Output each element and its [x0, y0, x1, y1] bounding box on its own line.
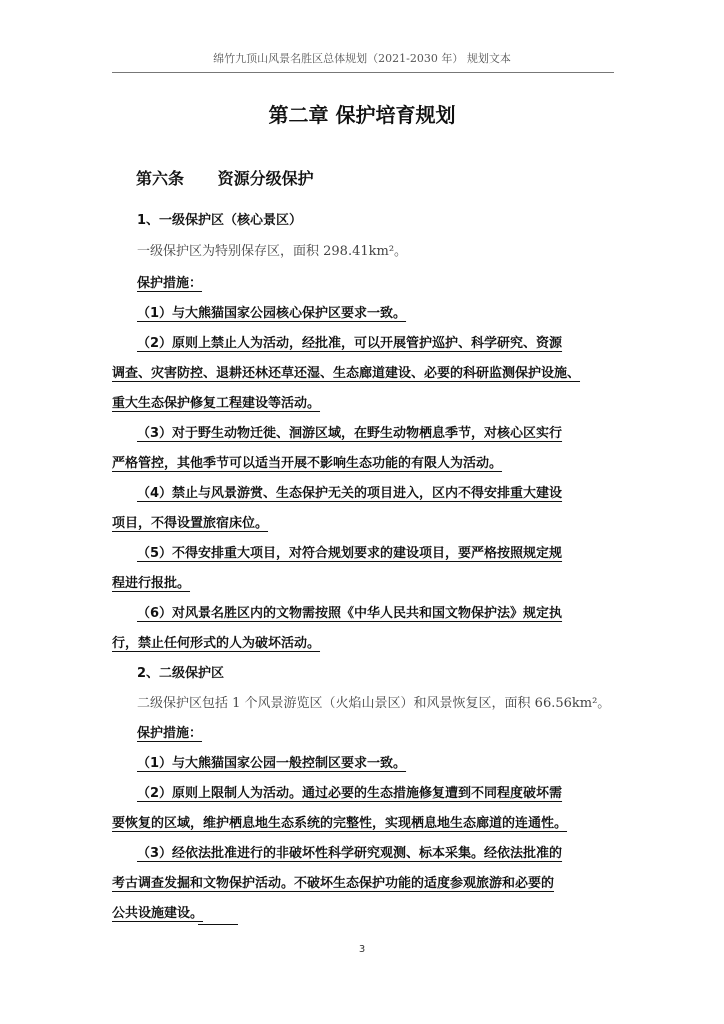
article-title: 资源分级保护	[217, 169, 314, 188]
section1-heading: 1、一级保护区（核心景区）	[137, 213, 303, 228]
section2-heading: 2、二级保护区	[137, 666, 225, 681]
section2-desc: 二级保护区包括 1 个风景游览区（火焰山景区）和风景恢复区，面积 66.56km²。	[137, 696, 611, 711]
s1-item2-l2: 调查、灾害防控、退耕还林还草还湿、生态廊道建设、必要的科研监测保护设施、	[112, 366, 581, 381]
s1-item5-l1: （5）不得安排重大项目，对符合规划要求的建设项目，要严格按照规定规	[137, 546, 563, 561]
chapter-title: 第二章 保护培育规划	[268, 103, 456, 127]
s2-item3-l1: （3）经依法批准进行的非破坏性科学研究观测、标本采集。经依法批准的	[137, 846, 563, 861]
article-number: 第六条	[136, 169, 185, 188]
page-number: 3	[358, 944, 366, 955]
article-heading	[136, 166, 314, 189]
s2-item3-l2: 考古调查发掘和文物保护活动。不破坏生态保护功能的适度参观旅游和必要的	[112, 876, 555, 891]
s1-item4-l1: （4）禁止与风景游赏、生态保护无关的项目进入，区内不得安排重大建设	[137, 486, 563, 501]
s2-item3-l3: 公共设施建设。	[112, 906, 204, 921]
section1-measures-label: 保护措施：	[137, 276, 203, 291]
section1-desc: 一级保护区为特别保存区，面积 298.41km²。	[137, 244, 408, 259]
page-header: 绵竹九顶山风景名胜区总体规划（2021-2030 年） 规划文本	[213, 52, 511, 65]
s1-item5-l2: 程进行报批。	[112, 576, 191, 591]
s2-item2-l1: （2）原则上限制人为活动。通过必要的生态措施修复遭到不同程度破坏需	[137, 786, 563, 801]
header-rule	[112, 72, 614, 73]
s2-item1-l1: （1）与大熊猫国家公园一般控制区要求一致。	[137, 756, 407, 771]
s1-item6-l2: 行，禁止任何形式的人为破坏活动。	[112, 636, 321, 651]
s1-item3-l1: （3）对于野生动物迁徙、洄游区域，在野生动物栖息季节，对核心区实行	[137, 426, 563, 441]
trailing-underline	[198, 924, 238, 925]
s2-item2-l2: 要恢复的区域，维护栖息地生态系统的完整性，实现栖息地生态廊道的连通性。	[112, 816, 568, 831]
s1-item2-l3: 重大生态保护修复工程建设等活动。	[112, 396, 321, 411]
s1-item4-l2: 项目，不得设置旅宿床位。	[112, 516, 269, 531]
s1-item3-l2: 严格管控，其他季节可以适当开展不影响生态功能的有限人为活动。	[112, 456, 503, 471]
s1-item1-l1: （1）与大熊猫国家公园核心保护区要求一致。	[137, 306, 407, 321]
section2-measures-label: 保护措施：	[137, 726, 203, 741]
s1-item2-l1: （2）原则上禁止人为活动，经批准，可以开展管护巡护、科学研究、资源	[137, 336, 563, 351]
s1-item6-l1: （6）对风景名胜区内的文物需按照《中华人民共和国文物保护法》规定执	[137, 606, 563, 621]
